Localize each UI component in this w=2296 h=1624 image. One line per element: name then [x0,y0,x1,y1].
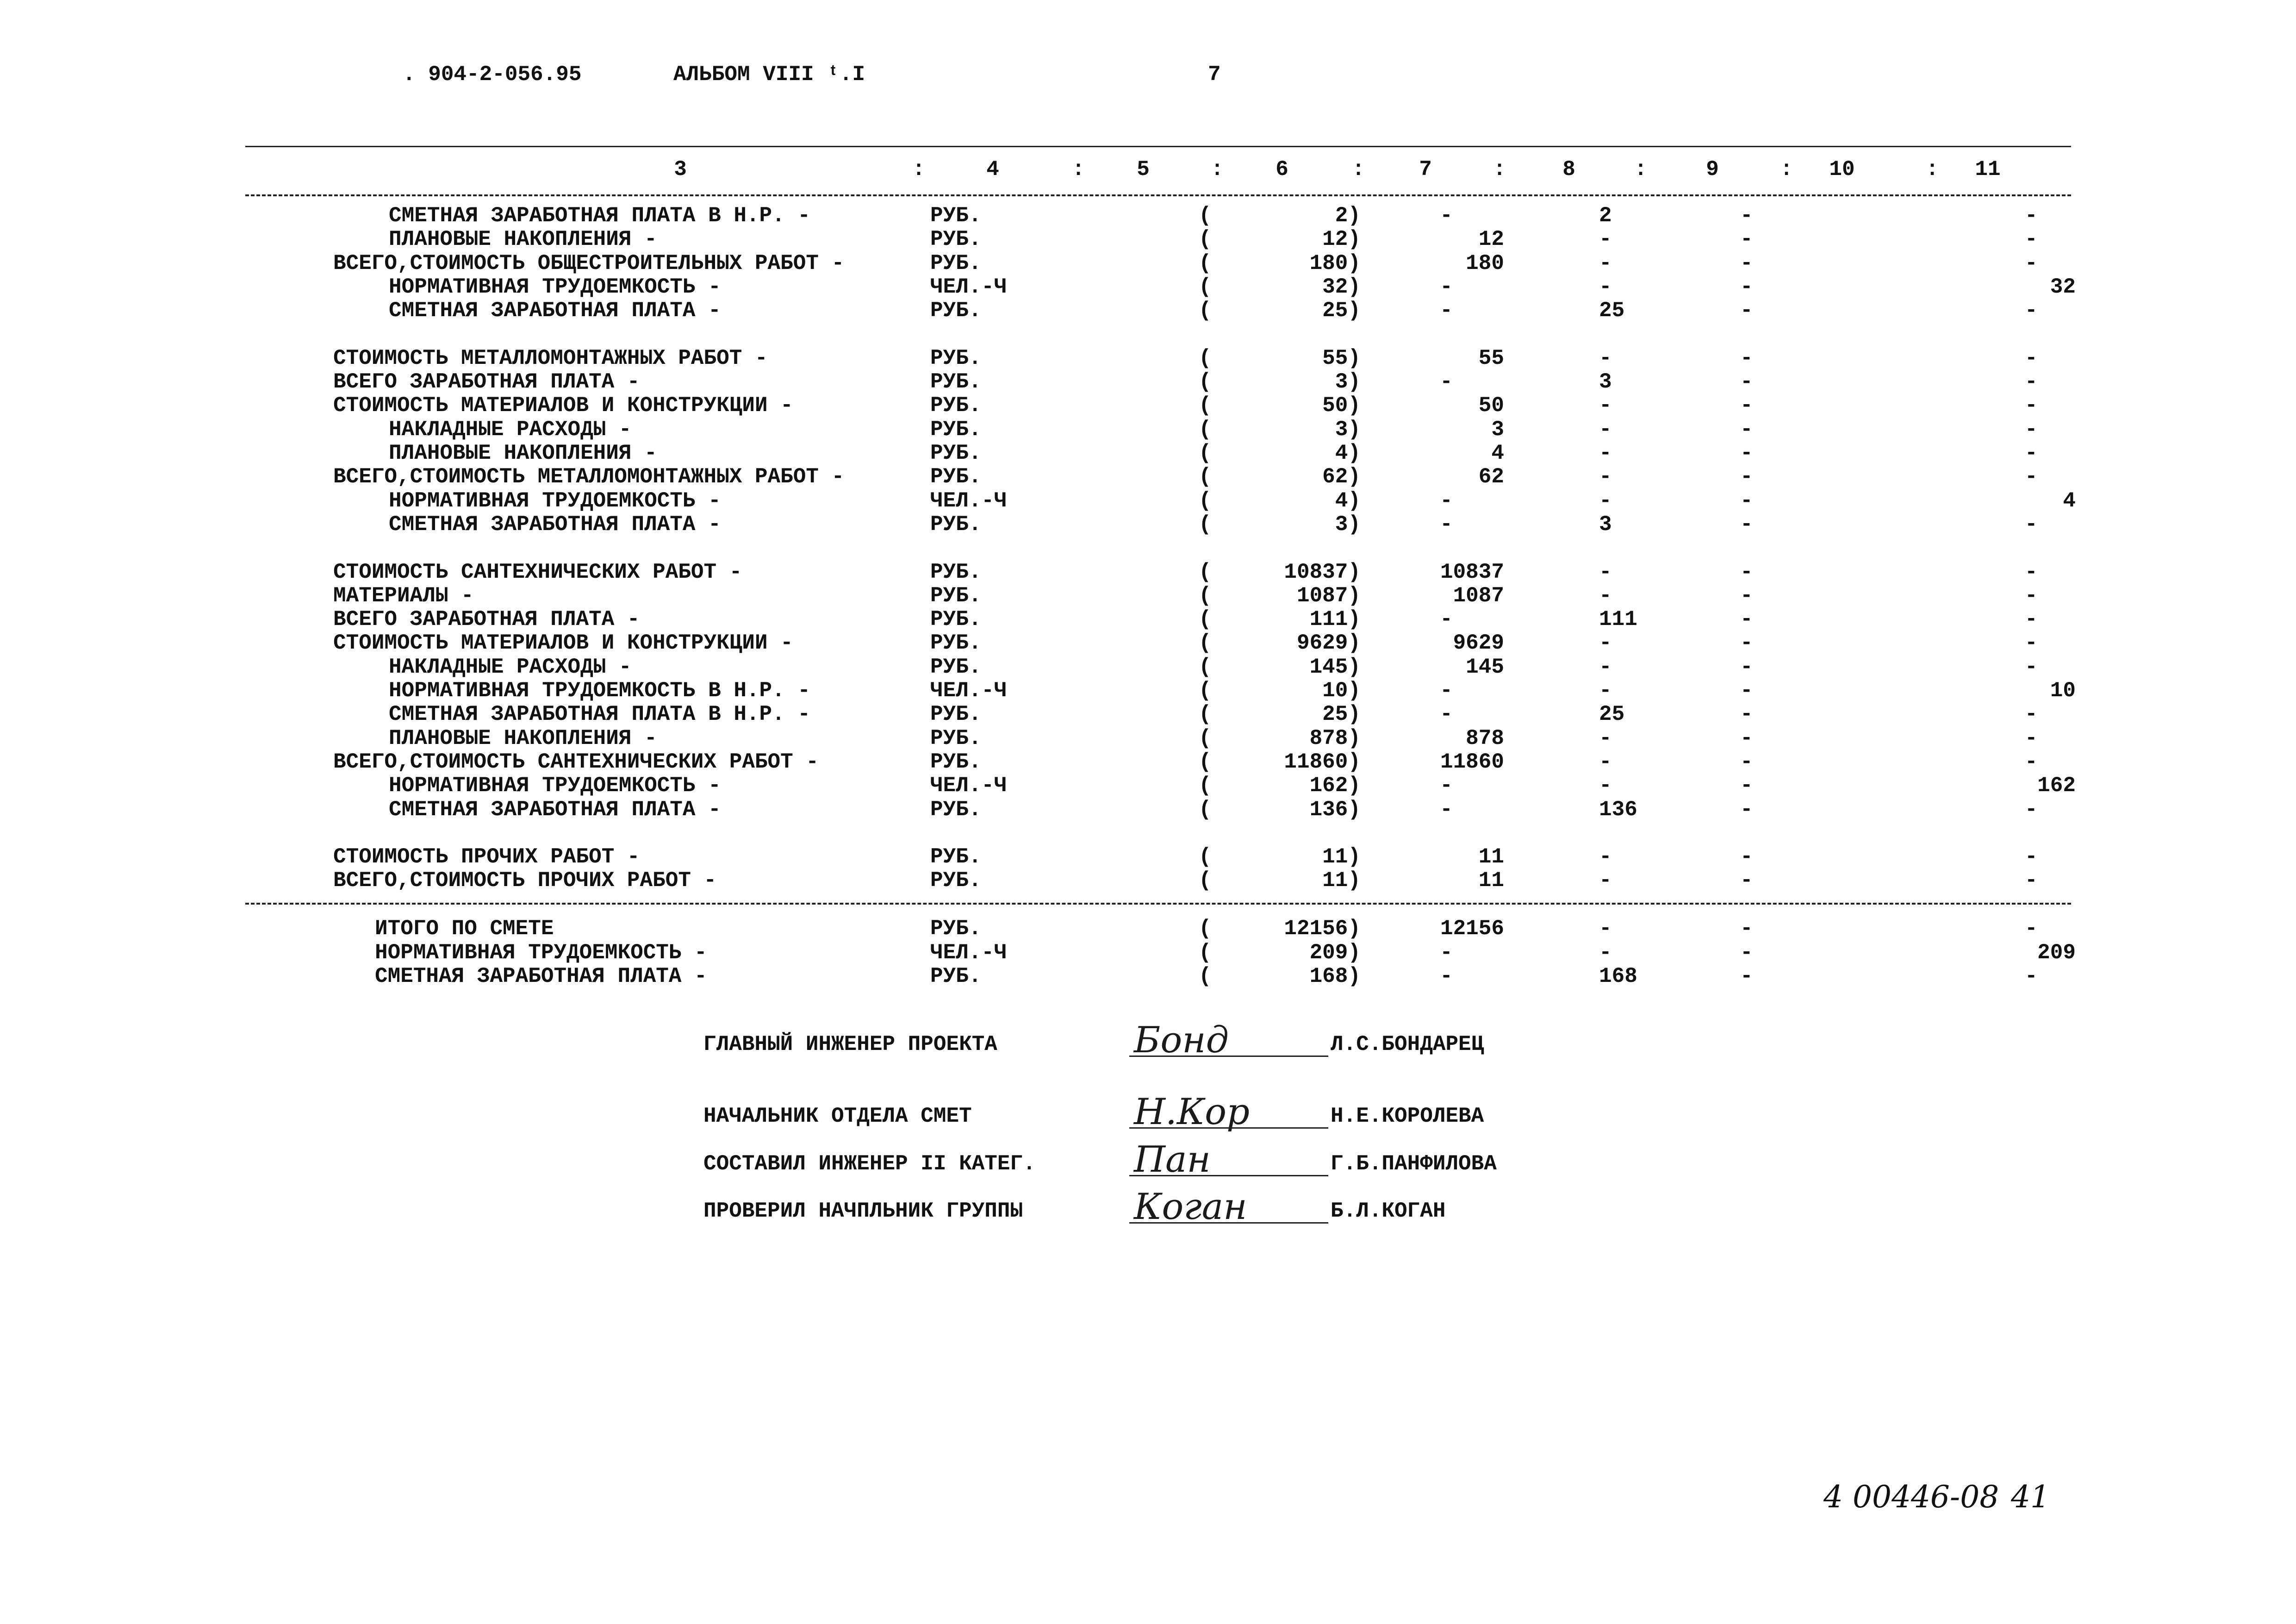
row-unit: РУБ. [930,346,982,370]
value-col-6: 111) [1309,607,1361,632]
signature-underline [1129,1222,1328,1224]
row-unit: ЧЕЛ.-Ч [930,679,1007,703]
row-name: НОРМАТИВНАЯ ТРУДОЕМКОСТЬ - [389,275,721,299]
value-col-11: - [2025,417,2038,442]
row-unit: РУБ. [930,583,982,608]
row-unit: ЧЕЛ.-Ч [930,275,1007,299]
value-col-7: 9629 [1453,631,1504,656]
value-col-6: 10837) [1284,560,1361,584]
value-col-8: - [1599,655,1612,679]
value-col-9: - [1740,465,1753,489]
row-paren: ( [1199,299,1212,323]
value-col-9: - [1740,964,1753,988]
row-unit: РУБ. [930,465,982,489]
signature-underline [1129,1175,1328,1176]
row-name: МАТЕРИАЛЫ - [333,583,474,608]
value-col-6: 209) [1309,940,1361,965]
value-col-9: - [1740,227,1753,252]
row-name: СТОИМОСТЬ САНТЕХНИЧЕСКИХ РАБОТ - [333,560,742,584]
value-col-9: - [1740,204,1753,228]
value-col-8: - [1599,394,1612,418]
column-separator: : [1211,157,1224,181]
row-unit: РУБ. [930,845,982,869]
value-col-7: 3 [1491,417,1504,442]
value-col-7: - [1440,702,1453,727]
value-col-6: 11) [1322,868,1361,893]
value-col-8: - [1599,441,1612,465]
value-col-11: - [2025,607,2038,632]
value-col-9: - [1740,251,1753,275]
value-col-9: - [1740,441,1753,465]
value-col-7: 10837 [1440,560,1504,584]
row-unit: РУБ. [930,607,982,632]
value-col-7: - [1440,964,1453,988]
row-paren: ( [1199,512,1212,537]
value-col-7: - [1440,607,1453,632]
row-name: ВСЕГО,СТОИМОСТЬ МЕТАЛЛОМОНТАЖНЫХ РАБОТ - [333,465,845,489]
value-col-11: 162 [2037,774,2076,798]
row-paren: ( [1199,917,1212,941]
signature-underline [1129,1127,1328,1129]
row-paren: ( [1199,750,1212,774]
value-col-9: - [1740,607,1753,632]
value-col-7: - [1440,679,1453,703]
value-col-11: - [2025,370,2038,394]
value-col-7: 11860 [1440,750,1504,774]
row-name: ВСЕГО,СТОИМОСТЬ ПРОЧИХ РАБОТ - [333,868,717,893]
row-name: СМЕТНАЯ ЗАРАБОТНАЯ ПЛАТА - [389,299,721,323]
row-name: СТОИМОСТЬ ПРОЧИХ РАБОТ - [333,845,640,869]
row-name: ВСЕГО,СТОИМОСТЬ ОБЩЕСТРОИТЕЛЬНЫХ РАБОТ - [333,251,845,275]
value-col-8: 111 [1599,607,1637,632]
row-paren: ( [1199,488,1212,513]
value-col-9: - [1740,417,1753,442]
row-name: ПЛАНОВЫЕ НАКОПЛЕНИЯ - [389,227,657,252]
value-col-6: 32) [1322,275,1361,299]
value-col-7: - [1440,488,1453,513]
column-header-11: 11 [1975,157,2001,181]
value-col-8: 3 [1599,512,1612,537]
row-name: ПЛАНОВЫЕ НАКОПЛЕНИЯ - [389,726,657,750]
row-name: НОРМАТИВНАЯ ТРУДОЕМКОСТЬ - [389,488,721,513]
value-col-8: - [1599,679,1612,703]
value-col-11: - [2025,797,2038,822]
value-col-7: 11 [1478,868,1504,893]
row-paren: ( [1199,583,1212,608]
row-name: НОРМАТИВНАЯ ТРУДОЕМКОСТЬ В Н.Р. - [389,679,810,703]
value-col-8: 2 [1599,204,1612,228]
row-paren: ( [1199,370,1212,394]
value-col-6: 50) [1322,394,1361,418]
value-col-7: 62 [1478,465,1504,489]
handwritten-signature: Коган [1134,1186,1247,1228]
row-paren: ( [1199,631,1212,656]
column-separator: : [1780,157,1793,181]
value-col-11: - [2025,560,2038,584]
value-col-11: - [2025,251,2038,275]
value-col-11: - [2025,868,2038,893]
column-separator: : [1926,157,1939,181]
column-header-10: 10 [1829,157,1855,181]
value-col-11: - [2025,726,2038,750]
value-col-8: - [1599,583,1612,608]
value-col-7: 50 [1478,394,1504,418]
value-col-6: 11) [1322,845,1361,869]
value-col-7: 4 [1491,441,1504,465]
value-col-8: - [1599,488,1612,513]
value-col-11: - [2025,465,2038,489]
row-paren: ( [1199,679,1212,703]
signatory-role: НАЧАЛЬНИК ОТДЕЛА СМЕТ [703,1104,972,1128]
value-col-8: - [1599,845,1612,869]
value-col-6: 12) [1322,227,1361,252]
value-col-6: 180) [1309,251,1361,275]
value-col-9: - [1740,512,1753,537]
row-paren: ( [1199,346,1212,370]
value-col-9: - [1740,774,1753,798]
value-col-8: - [1599,774,1612,798]
value-col-6: 4) [1335,488,1361,513]
value-col-11: - [2025,204,2038,228]
row-paren: ( [1199,227,1212,252]
value-col-9: - [1740,394,1753,418]
row-name: НАКЛАДНЫЕ РАСХОДЫ - [389,417,632,442]
value-col-11: - [2025,845,2038,869]
row-paren: ( [1199,275,1212,299]
value-col-9: - [1740,726,1753,750]
value-col-8: 25 [1599,299,1625,323]
value-col-6: 3) [1335,512,1361,537]
value-col-11: - [2025,964,2038,988]
value-col-6: 3) [1335,370,1361,394]
value-col-8: 168 [1599,964,1637,988]
value-col-6: 878) [1309,726,1361,750]
value-col-6: 62) [1322,465,1361,489]
value-col-8: - [1599,275,1612,299]
column-separator: : [1634,157,1647,181]
row-unit: РУБ. [930,512,982,537]
value-col-6: 162) [1309,774,1361,798]
value-col-9: - [1740,845,1753,869]
page-number: 7 [1208,62,1221,87]
row-paren: ( [1199,845,1212,869]
sheet-number: 41 [2011,1479,2050,1515]
row-name: СТОИМОСТЬ МЕТАЛЛОМОНТАЖНЫХ РАБОТ - [333,346,768,370]
value-col-9: - [1740,560,1753,584]
signatory-name: Л.С.БОНДАРЕЦ [1331,1032,1484,1056]
column-header-3: 3 [674,157,687,181]
row-paren: ( [1199,607,1212,632]
row-unit: РУБ. [930,797,982,822]
value-col-11: - [2025,583,2038,608]
row-name: СТОИМОСТЬ МАТЕРИАЛОВ И КОНСТРУКЦИИ - [333,394,793,418]
signatory-name: Б.Л.КОГАН [1331,1199,1446,1223]
value-col-6: 1087) [1296,583,1361,608]
row-unit: РУБ. [930,370,982,394]
value-col-9: - [1740,370,1753,394]
value-col-9: - [1740,583,1753,608]
signatory-role: СОСТАВИЛ ИНЖЕНЕР II КАТЕГ. [703,1152,1036,1176]
value-col-11: 10 [2050,679,2076,703]
value-col-8: 136 [1599,797,1637,822]
handwritten-signature: Бонд [1134,1019,1229,1061]
column-separator: : [912,157,925,181]
signatory-role: ГЛАВНЫЙ ИНЖЕНЕР ПРОЕКТА [703,1032,997,1056]
row-paren: ( [1199,394,1212,418]
value-col-11: - [2025,512,2038,537]
row-name: СТОИМОСТЬ МАТЕРИАЛОВ И КОНСТРУКЦИИ - [333,631,793,656]
column-separator: : [1352,157,1365,181]
row-paren: ( [1199,774,1212,798]
row-paren: ( [1199,251,1212,275]
value-col-8: - [1599,726,1612,750]
row-name: НОРМАТИВНАЯ ТРУДОЕМКОСТЬ - [375,940,707,965]
value-col-9: - [1740,679,1753,703]
signatory-name: Г.Б.ПАНФИЛОВА [1331,1152,1497,1176]
row-name: ВСЕГО,СТОИМОСТЬ САНТЕХНИЧЕСКИХ РАБОТ - [333,750,819,774]
value-col-7: 12 [1478,227,1504,252]
row-unit: ЧЕЛ.-Ч [930,488,1007,513]
value-col-6: 168) [1309,964,1361,988]
row-unit: РУБ. [930,868,982,893]
value-col-7: - [1440,797,1453,822]
value-col-11: 32 [2050,275,2076,299]
handwritten-signature: Пан [1134,1139,1211,1181]
value-col-7: 55 [1478,346,1504,370]
row-unit: РУБ. [930,964,982,988]
row-paren: ( [1199,940,1212,965]
value-col-8: - [1599,417,1612,442]
value-col-8: - [1599,917,1612,941]
top-rule [245,146,2071,147]
value-col-11: - [2025,227,2038,252]
row-name: СМЕТНАЯ ЗАРАБОТНАЯ ПЛАТА - [389,797,721,822]
column-header-8: 8 [1562,157,1575,181]
row-paren: ( [1199,655,1212,679]
value-col-6: 25) [1322,299,1361,323]
row-paren: ( [1199,964,1212,988]
value-col-9: - [1740,940,1753,965]
row-unit: РУБ. [930,251,982,275]
row-paren: ( [1199,465,1212,489]
value-col-8: - [1599,346,1612,370]
column-separator: : [1493,157,1506,181]
value-col-9: - [1740,655,1753,679]
row-unit: РУБ. [930,655,982,679]
value-col-9: - [1740,917,1753,941]
value-col-6: 3) [1335,417,1361,442]
value-col-8: - [1599,631,1612,656]
value-col-8: - [1599,465,1612,489]
value-col-11: - [2025,702,2038,727]
row-paren: ( [1199,417,1212,442]
column-separator: : [1072,157,1085,181]
row-unit: РУБ. [930,417,982,442]
row-name: СМЕТНАЯ ЗАРАБОТНАЯ ПЛАТА В Н.Р. - [389,702,810,727]
row-unit: РУБ. [930,299,982,323]
value-col-9: - [1740,750,1753,774]
row-name: СМЕТНАЯ ЗАРАБОТНАЯ ПЛАТА - [389,512,721,537]
row-paren: ( [1199,797,1212,822]
value-col-11: - [2025,655,2038,679]
row-paren: ( [1199,868,1212,893]
document-number: . 904-2-056.95 [403,62,582,87]
row-paren: ( [1199,560,1212,584]
value-col-8: - [1599,940,1612,965]
value-col-11: 4 [2063,488,2076,513]
row-unit: РУБ. [930,750,982,774]
column-header-9: 9 [1706,157,1719,181]
row-paren: ( [1199,726,1212,750]
value-col-9: - [1740,797,1753,822]
album-label: АЛЬБОМ VIII ᵗ.I [673,62,865,87]
value-col-6: 136) [1309,797,1361,822]
value-col-8: - [1599,227,1612,252]
row-unit: ЧЕЛ.-Ч [930,774,1007,798]
value-col-7: - [1440,940,1453,965]
value-col-11: - [2025,631,2038,656]
value-col-8: 3 [1599,370,1612,394]
column-header-6: 6 [1276,157,1288,181]
value-col-7: - [1440,774,1453,798]
row-unit: РУБ. [930,560,982,584]
value-col-11: - [2025,441,2038,465]
row-unit: РУБ. [930,204,982,228]
value-col-8: - [1599,750,1612,774]
value-col-11: - [2025,346,2038,370]
value-col-9: - [1740,488,1753,513]
value-col-6: 25) [1322,702,1361,727]
row-name: НОРМАТИВНАЯ ТРУДОЕМКОСТЬ - [389,774,721,798]
value-col-6: 4) [1335,441,1361,465]
value-col-7: 12156 [1440,917,1504,941]
row-unit: РУБ. [930,917,982,941]
archive-number: 4 00446-08 [1823,1479,1999,1515]
value-col-7: - [1440,512,1453,537]
value-col-8: - [1599,251,1612,275]
value-col-11: - [2025,917,2038,941]
row-name: НАКЛАДНЫЕ РАСХОДЫ - [389,655,632,679]
signatory-role: ПРОВЕРИЛ НАЧПЛЬНИК ГРУППЫ [703,1199,1023,1223]
value-col-7: - [1440,275,1453,299]
column-header-4: 4 [986,157,999,181]
value-col-9: - [1740,868,1753,893]
header-bottom-rule [245,194,2071,196]
value-col-7: 11 [1478,845,1504,869]
value-col-7: - [1440,370,1453,394]
value-col-11: 209 [2037,940,2076,965]
value-col-9: - [1740,299,1753,323]
value-col-9: - [1740,346,1753,370]
row-paren: ( [1199,204,1212,228]
value-col-11: - [2025,394,2038,418]
value-col-9: - [1740,702,1753,727]
value-col-11: - [2025,750,2038,774]
row-unit: РУБ. [930,227,982,252]
value-col-7: 145 [1466,655,1504,679]
column-header-5: 5 [1137,157,1150,181]
signatory-name: Н.Е.КОРОЛЕВА [1331,1104,1484,1128]
value-col-7: 1087 [1453,583,1504,608]
row-name: СМЕТНАЯ ЗАРАБОТНАЯ ПЛАТА В Н.Р. - [389,204,810,228]
row-name: ВСЕГО ЗАРАБОТНАЯ ПЛАТА - [333,370,640,394]
row-unit: ЧЕЛ.-Ч [930,940,1007,965]
totals-rule [245,903,2071,905]
value-col-8: - [1599,868,1612,893]
value-col-9: - [1740,631,1753,656]
value-col-8: - [1599,560,1612,584]
column-header-7: 7 [1419,157,1432,181]
row-name: ИТОГО ПО СМЕТЕ [375,917,554,941]
value-col-6: 10) [1322,679,1361,703]
row-unit: РУБ. [930,726,982,750]
handwritten-signature: Н.Кор [1134,1091,1250,1133]
signature-underline [1129,1056,1328,1057]
value-col-7: 180 [1466,251,1504,275]
row-unit: РУБ. [930,631,982,656]
value-col-6: 12156) [1284,917,1361,941]
value-col-6: 11860) [1284,750,1361,774]
value-col-6: 55) [1322,346,1361,370]
row-paren: ( [1199,702,1212,727]
value-col-6: 145) [1309,655,1361,679]
row-unit: РУБ. [930,394,982,418]
value-col-11: - [2025,299,2038,323]
row-unit: РУБ. [930,441,982,465]
value-col-6: 2) [1335,204,1361,228]
value-col-7: - [1440,204,1453,228]
value-col-7: - [1440,299,1453,323]
row-unit: РУБ. [930,702,982,727]
row-name: ВСЕГО ЗАРАБОТНАЯ ПЛАТА - [333,607,640,632]
value-col-6: 9629) [1296,631,1361,656]
row-paren: ( [1199,441,1212,465]
row-name: СМЕТНАЯ ЗАРАБОТНАЯ ПЛАТА - [375,964,707,988]
value-col-8: 25 [1599,702,1625,727]
value-col-7: 878 [1466,726,1504,750]
value-col-9: - [1740,275,1753,299]
row-name: ПЛАНОВЫЕ НАКОПЛЕНИЯ - [389,441,657,465]
